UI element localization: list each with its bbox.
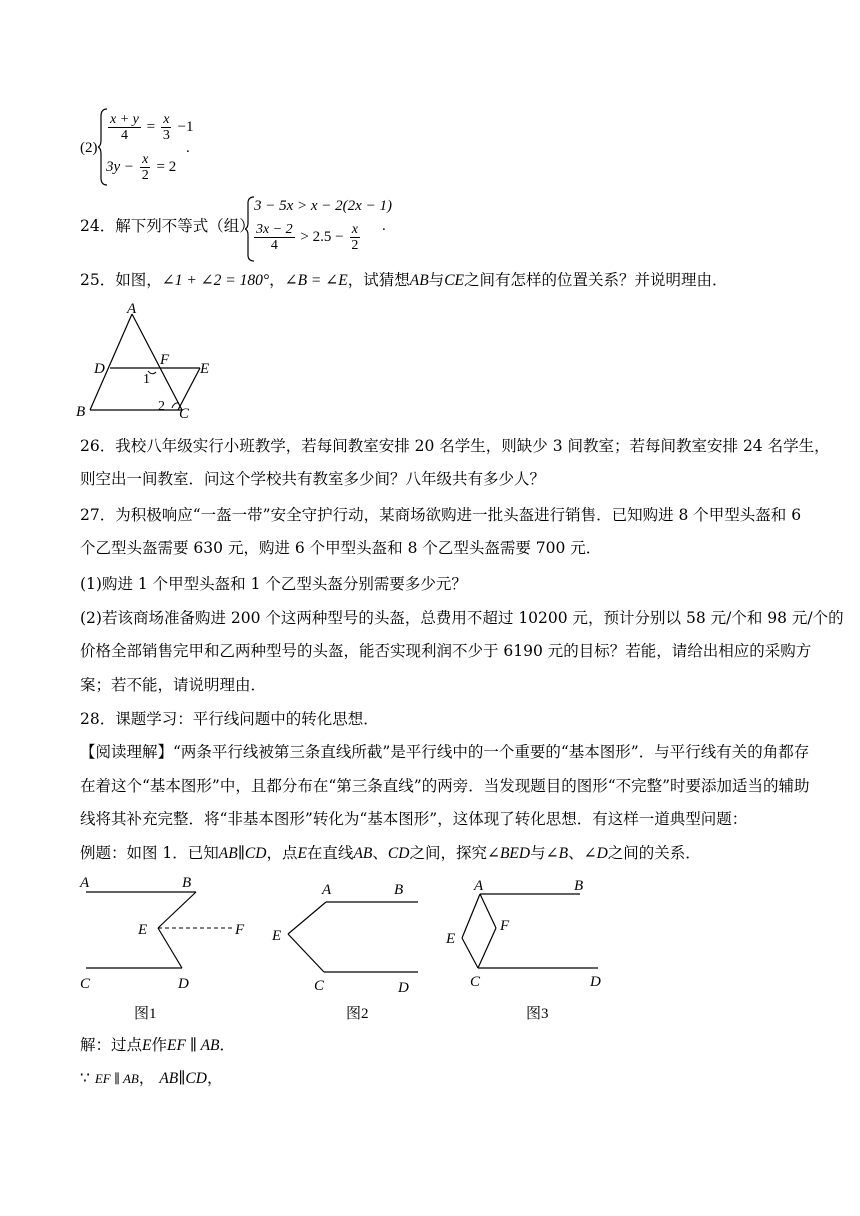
q25-label-d: D [94,361,105,377]
q23-row2: 3y − $\frac{x}{2}$ = 2 [106,152,177,183]
svg-text:B: B [574,878,584,894]
svg-text:F: F [500,918,510,934]
q25-label-b: B [76,404,86,420]
svg-text:B: B [182,875,192,891]
q28-solution-2: ∵ EF ∥ AB， AB∥CD， [80,1069,223,1087]
svg-text:F: F [235,922,245,938]
q25-label-1: 1 [143,372,150,387]
fig3-caption: 图3 [526,1006,549,1022]
q25-label-c: C [179,406,190,422]
svg-text:C: C [80,976,91,992]
q25-label-f: F [160,352,170,368]
svg-text:D: D [178,976,189,992]
svg-text:C: C [470,974,481,990]
q28-figure-2 [268,872,428,1024]
q25-figure [72,298,222,424]
svg-text:D: D [398,980,409,996]
q24-row1: 3 − 5x > x − 2(2x − 1) [254,198,392,214]
q28-solution-1: 解：过点E作EF ∥ AB． [80,1036,236,1054]
q24-row2: $\frac{3x - 2}{4}$ > 2.5 − $\frac{x}{2}$ [256,222,359,253]
svg-text:E: E [446,931,456,947]
q25-label-e: E [200,361,210,377]
svg-text:A: A [474,878,484,894]
q23-label: (2) [80,140,98,156]
q25-label-a: A [127,301,137,317]
fig2-caption: 图2 [346,1006,369,1022]
q25-text: 25．如图，∠1 + ∠2 = 180°，∠B = ∠E，试猜想AB与CE之间有怎样的位置关系？并说明理由． [80,271,728,289]
svg-text:A: A [322,882,332,898]
svg-text:E: E [138,922,148,938]
svg-text:B: B [394,882,404,898]
q25-label-2: 2 [158,399,165,414]
svg-text:A: A [80,875,90,891]
svg-text:C: C [314,978,325,994]
q28-figure-1 [72,872,257,1024]
q28-figure-3 [440,872,615,1024]
svg-text:D: D [590,974,601,990]
q28-example: 例题：如图 1．已知AB∥CD，点E在直线AB、CD之间，探究∠BED与∠B、∠D之间的关系． [80,844,701,862]
fig1-caption: 图1 [134,1006,157,1022]
q23-row1: $\frac{x + y}{4}$ = $\frac{x}{3}$ −1 [110,112,194,143]
svg-text:E: E [272,928,282,944]
q24-text: 24．解下列不等式（组） [80,217,255,235]
